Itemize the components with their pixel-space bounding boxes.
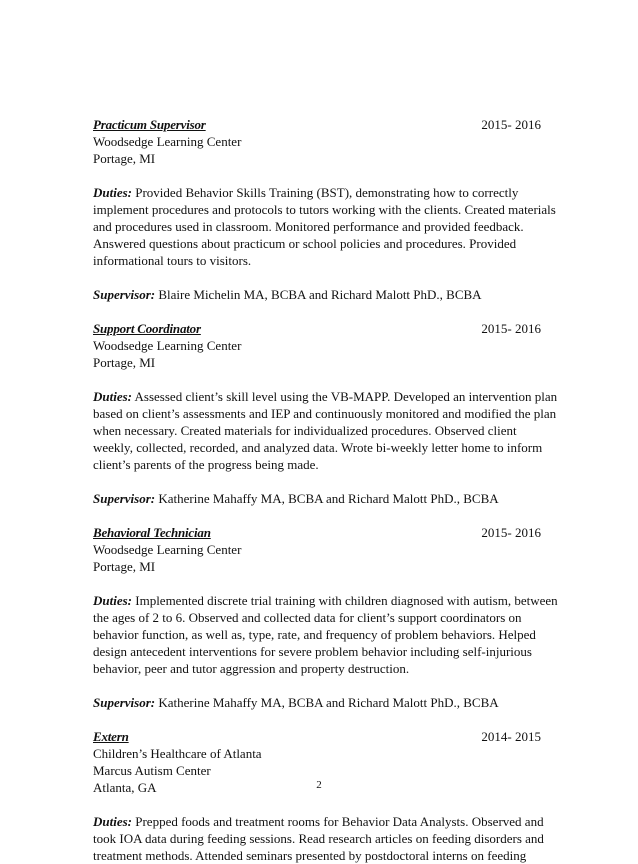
duties-paragraph: [93, 184, 556, 269]
job-title: Extern: [93, 729, 129, 744]
duties-paragraph: [93, 592, 558, 677]
duties-label: Duties:: [93, 389, 132, 404]
organization-name: Children’s Healthcare of Atlanta: [93, 746, 262, 761]
job-dates: 2015- 2016: [481, 117, 541, 132]
duties-line: behavior, peer and tutor aggression and property destruction.: [93, 661, 410, 676]
duties-line: informational tours to visitors.: [93, 253, 252, 268]
duties-line: [93, 813, 545, 830]
job-title: Behavioral Technician: [93, 525, 211, 540]
entry-header: [93, 320, 545, 337]
organization-location: Portage, MI: [93, 151, 156, 166]
duties-text: Assessed client’s skill level using the VB-MAPP. Developed an intervention plan: [132, 389, 558, 404]
supervisor-label: Supervisor:: [93, 695, 156, 710]
duties-text: Implemented discrete trial training with children diagnosed with autism, between: [132, 593, 558, 608]
supervisor-line: [93, 694, 545, 711]
duties-paragraph: [93, 388, 558, 473]
job-title: Practicum Supervisor: [93, 117, 206, 132]
job-dates: 2014- 2015: [481, 729, 541, 744]
experience-entry-behavioral-technician: [93, 524, 558, 711]
job-dates: 2015- 2016: [481, 525, 541, 540]
organization-location: Portage, MI: [93, 559, 156, 574]
duties-line: when necessary. Created materials for individualized procedures. Observed client: [93, 423, 517, 438]
duties-line: weekly, collected, recorded, and analyzed data. Wrote bi-weekly letter home to inform: [93, 440, 543, 455]
duties-line: [93, 592, 558, 609]
duties-label: Duties:: [93, 814, 132, 829]
duties-line: implement procedures and protocols to tutors working with the clients. Created materials: [93, 202, 556, 217]
page-number: 2: [316, 779, 322, 791]
duties-line: took IOA data during feeding sessions. Read research articles on feeding disorders and: [93, 831, 544, 846]
duties-line: treatment methods. Attended seminars presented by postdoctoral interns on feeding: [93, 848, 527, 863]
supervisor-line: [93, 286, 545, 303]
job-dates: 2015- 2016: [481, 321, 541, 336]
duties-line: [93, 388, 558, 405]
duties-line: client’s parents of the progress being made.: [93, 457, 319, 472]
duties-paragraph: [93, 813, 545, 864]
supervisor-text: Katherine Mahaffy MA, BCBA and Richard Malott PhD., BCBA: [155, 695, 499, 710]
duties-line: and procedures used in classroom. Monitored performance and provided feedback.: [93, 219, 524, 234]
organization-department: Marcus Autism Center: [93, 763, 211, 778]
experience-entry-extern: [93, 728, 545, 864]
experience-entry-practicum-supervisor: [93, 116, 556, 303]
organization-location: Atlanta, GA: [93, 780, 157, 795]
resume-content: [93, 116, 558, 864]
job-title: Support Coordinator: [93, 321, 201, 336]
entry-header: [93, 116, 545, 133]
duties-line: based on client’s assessments and IEP and continuously monitored and modified the plan: [93, 406, 557, 421]
experience-entry-support-coordinator: [93, 320, 558, 507]
duties-line: behavior function, as well as, type, rate, and frequency of problem behaviors. Helped: [93, 627, 536, 642]
organization-name: Woodsedge Learning Center: [93, 134, 242, 149]
supervisor-label: Supervisor:: [93, 491, 156, 506]
supervisor-text: Blaire Michelin MA, BCBA and Richard Malott PhD., BCBA: [155, 287, 482, 302]
duties-text: Provided Behavior Skills Training (BST), demonstrating how to correctly: [132, 185, 519, 200]
duties-line: design antecedent interventions for severe problem behavior including self-injurious: [93, 644, 532, 659]
duties-line: [93, 184, 545, 201]
organization-location: Portage, MI: [93, 355, 156, 370]
organization-name: Woodsedge Learning Center: [93, 542, 242, 557]
supervisor-label: Supervisor:: [93, 287, 156, 302]
duties-line: the ages of 2 to 6. Observed and collected data for client’s support coordinators on: [93, 610, 522, 625]
entry-header: [93, 524, 545, 541]
supervisor-text: Katherine Mahaffy MA, BCBA and Richard Malott PhD., BCBA: [155, 491, 499, 506]
supervisor-line: [93, 490, 545, 507]
organization-name: Woodsedge Learning Center: [93, 338, 242, 353]
duties-text: Prepped foods and treatment rooms for Behavior Data Analysts. Observed and: [132, 814, 544, 829]
duties-label: Duties:: [93, 593, 132, 608]
entry-header: [93, 728, 545, 745]
duties-label: Duties:: [93, 185, 132, 200]
duties-line: Answered questions about practicum or school policies and procedures. Provided: [93, 236, 517, 251]
